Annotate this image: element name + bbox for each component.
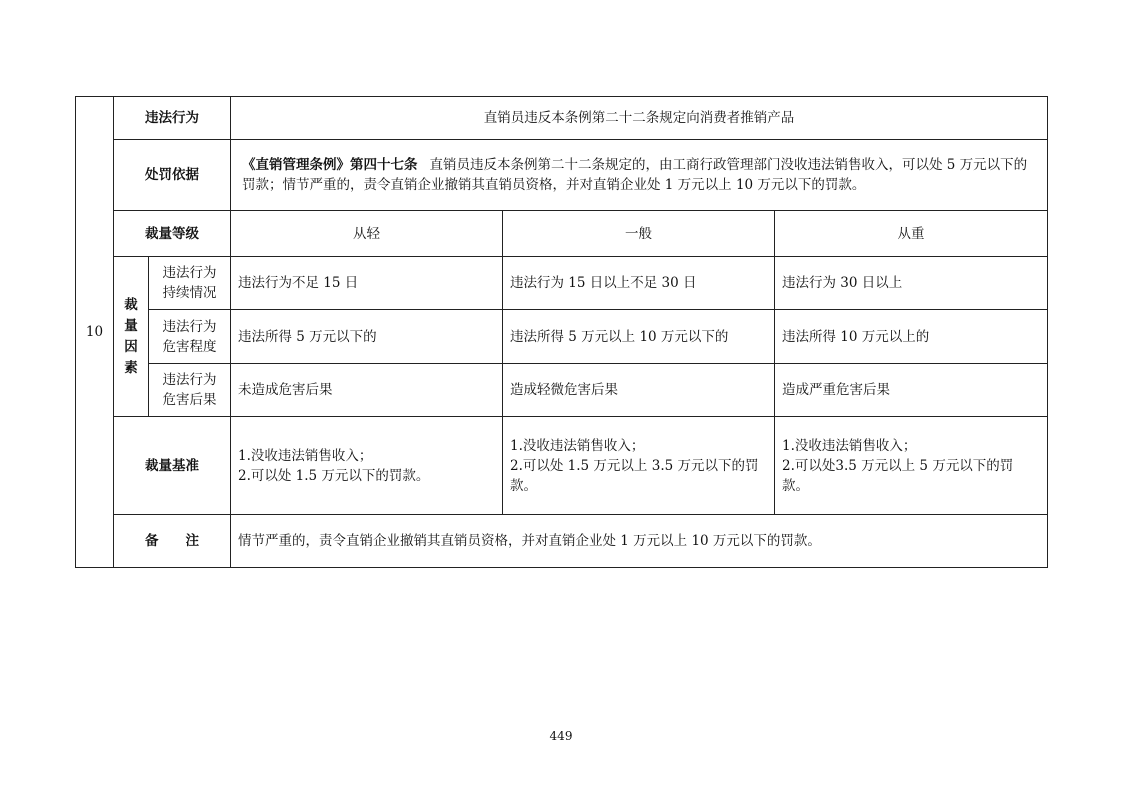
law-title: 《直销管理条例》第四十七条 (242, 157, 418, 173)
factor-normal: 违法行为 15 日以上不足 30 日 (503, 257, 775, 310)
factor-name: 违法行为 危害后果 (149, 364, 231, 417)
basis-text: 直销员违反本条例第二十二条规定的，由工商行政管理部门没收违法销售收入，可以处 5 万元以下的罚款；情节严重的，责令直销企业撤销其直销员资格，并对直销企业处 1 万元以上 10 万元以下的罚款。 (242, 157, 1028, 193)
basis-label: 处罚依据 (114, 140, 231, 211)
violation-label: 违法行为 (114, 97, 231, 140)
table-row (76, 211, 1048, 257)
standard-normal: 1.没收违法销售收入； 2.可以处 1.5 万元以上 3.5 万元以下的罚款。 (503, 417, 775, 515)
remarks-text: 情节严重的，责令直销企业撤销其直销员资格，并对直销企业处 1 万元以上 10 万元以下的罚款。 (231, 515, 1048, 568)
factor-heavy: 造成严重危害后果 (775, 364, 1048, 417)
standard-label: 裁量基准 (114, 417, 231, 515)
factor-light: 违法所得 5 万元以下的 (231, 310, 503, 364)
table-row (76, 140, 1048, 211)
factor-normal: 违法所得 5 万元以上 10 万元以下的 (503, 310, 775, 364)
penalty-discretion-table (75, 96, 1048, 568)
standard-light: 1.没收违法销售收入； 2.可以处 1.5 万元以下的罚款。 (231, 417, 503, 515)
table-row (76, 515, 1048, 568)
table-row (76, 417, 1048, 515)
table-row (76, 257, 1048, 310)
table-row (76, 97, 1048, 140)
table-row (76, 364, 1048, 417)
levels-label: 裁量等级 (114, 211, 231, 257)
factor-light: 未造成危害后果 (231, 364, 503, 417)
factor-heavy: 违法所得 10 万元以上的 (775, 310, 1048, 364)
level-normal: 一般 (503, 211, 775, 257)
factor-normal: 造成轻微危害后果 (503, 364, 775, 417)
level-heavy: 从重 (775, 211, 1048, 257)
remarks-label: 备 注 (114, 515, 231, 568)
factor-name: 违法行为 持续情况 (149, 257, 231, 310)
factors-label: 裁 量 因 素 (114, 257, 149, 417)
standard-heavy: 1.没收违法销售收入； 2.可以处3.5 万元以上 5 万元以下的罚款。 (775, 417, 1048, 515)
page-number: 449 (549, 729, 573, 743)
level-light: 从轻 (231, 211, 503, 257)
table-row (76, 310, 1048, 364)
violation-text: 直销员违反本条例第二十二条规定向消费者推销产品 (231, 97, 1048, 140)
row-number: 10 (76, 97, 114, 568)
factor-name: 违法行为 危害程度 (149, 310, 231, 364)
factor-light: 违法行为不足 15 日 (231, 257, 503, 310)
basis-cell (231, 140, 1048, 211)
factor-heavy: 违法行为 30 日以上 (775, 257, 1048, 310)
